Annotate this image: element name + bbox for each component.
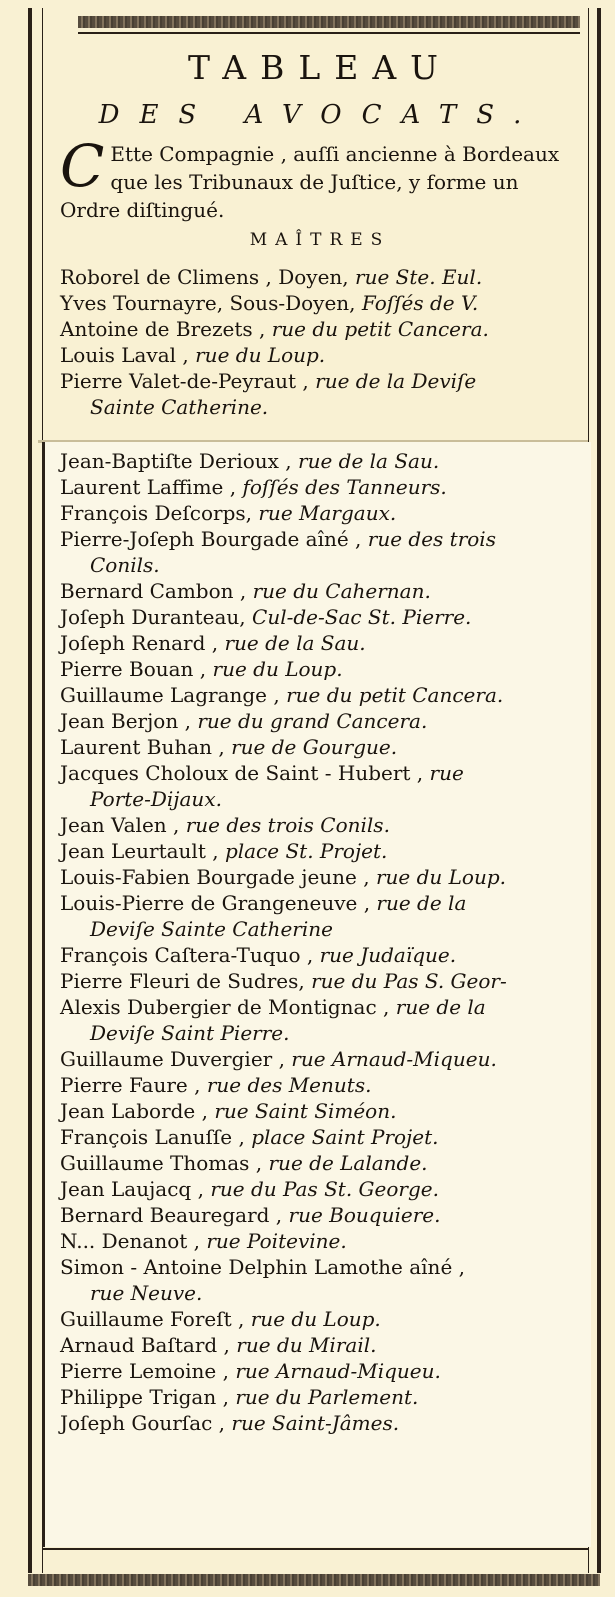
section-heading: MAÎTRES <box>249 230 391 250</box>
lawyer-address: rue Judaïque. <box>319 943 457 967</box>
lawyer-name: Roborel de Climens , Doyen, <box>60 265 349 289</box>
lawyer-entry <box>60 1176 580 1202</box>
lawyer-name: Pierre Lemoine , <box>60 1359 229 1383</box>
lawyer-name: Guillaume Duvergier , <box>60 1047 285 1071</box>
lawyer-address: rue du Mirail. <box>236 1333 377 1357</box>
lawyer-entry <box>60 760 580 812</box>
lawyer-name: Louis-Pierre de Grangeneuve , <box>60 891 371 915</box>
intro-paragraph <box>60 132 575 224</box>
lawyer-name: Jean Laujacq , <box>60 1177 204 1201</box>
lawyer-entry <box>60 1332 580 1358</box>
lawyer-name: Pierre Valet-de-Peyraut , <box>60 369 309 393</box>
lawyer-entry <box>60 604 580 630</box>
lawyer-entry <box>60 838 580 864</box>
lawyer-name: Jean Laborde , <box>60 1099 208 1123</box>
lawyer-entry <box>60 890 580 942</box>
lawyer-entry <box>60 1410 580 1436</box>
page-title: TABLEAU <box>188 48 452 87</box>
lawyer-address-continued: Conils. <box>90 553 160 577</box>
lawyer-entry <box>60 264 580 290</box>
page-subtitle: DES AVOCATS. <box>98 100 542 130</box>
lawyer-address: rue des trois Conils. <box>185 813 390 837</box>
lawyer-name: François Deſcorps, <box>60 501 253 525</box>
lawyer-address: rue Bouquiere. <box>288 1203 441 1227</box>
lawyer-address: rue des Menuts. <box>206 1073 372 1097</box>
lawyer-name: Pierre Faure , <box>60 1073 201 1097</box>
lawyer-address: rue Saint Siméon. <box>214 1099 397 1123</box>
lawyer-address: rue Ste. Eul. <box>355 265 483 289</box>
lawyer-address-continued: Deviſe Sainte Catherine <box>90 917 333 941</box>
lawyer-entry <box>60 1228 580 1254</box>
lawyer-address: rue du Cahernan. <box>252 579 431 603</box>
lawyer-entry <box>60 1046 580 1072</box>
lawyer-name: Jean Valen , <box>60 813 180 837</box>
lawyer-entry <box>60 1254 580 1306</box>
lawyer-address: rue de Lalande. <box>268 1151 428 1175</box>
lawyer-address: rue du Pas St. George. <box>210 1177 439 1201</box>
bottom-ornament-border <box>28 1574 600 1586</box>
left-frame-border <box>28 8 43 1573</box>
lawyer-address: Cul-de-Sac St. Pierre. <box>252 605 472 629</box>
lawyer-list-bottom <box>60 448 580 1436</box>
lawyer-name: Bernard Cambon , <box>60 579 247 603</box>
lawyer-address-continued: rue Neuve. <box>90 1281 203 1305</box>
lawyer-address: rue Poitevine. <box>206 1229 347 1253</box>
lawyer-name: Bernard Beauregard , <box>60 1203 283 1227</box>
lawyer-entry <box>60 1384 580 1410</box>
intro-text: Ette Compagnie , auſſi ancienne à Bordeaux que les Tribunaux de Juſtice, y forme un Ordre diſtingué. <box>60 142 560 222</box>
lawyer-name: Pierre Fleuri de Sudres, <box>60 969 305 993</box>
lawyer-name: Laurent Laffime , <box>60 475 237 499</box>
lawyer-address: rue du petit Cancera. <box>271 317 489 341</box>
lawyer-entry <box>60 708 580 734</box>
lawyer-entry <box>60 1098 580 1124</box>
lawyer-entry <box>60 812 580 838</box>
lawyer-address: rue Margaux. <box>258 501 397 525</box>
lawyer-entry <box>60 994 580 1046</box>
lawyer-address: foſſés des Tanneurs. <box>242 475 447 499</box>
lawyer-name: Alexis Dubergier de Montignac , <box>60 995 390 1019</box>
lawyer-name: Guillaume Thomas , <box>60 1151 263 1175</box>
lawyer-name: Jean Berjon , <box>60 709 191 733</box>
lawyer-entry <box>60 656 580 682</box>
lawyer-address: rue du Loup. <box>212 657 343 681</box>
lawyer-entry <box>60 474 580 500</box>
lawyer-name: N... Denanot , <box>60 1229 200 1253</box>
lawyer-name: Louis Laval , <box>60 343 189 367</box>
lawyer-name: Joſeph Duranteau, <box>60 605 246 629</box>
lawyer-entry <box>60 968 580 994</box>
lawyer-address-continued: Porte-Dijaux. <box>90 787 222 811</box>
lawyer-address: rue du Pas S. Geor- <box>311 969 507 993</box>
lawyer-address: rue de la Sau. <box>298 449 440 473</box>
lawyer-entry <box>60 1202 580 1228</box>
lawyer-entry <box>60 942 580 968</box>
lawyer-entry <box>60 734 580 760</box>
top-ornament-border <box>78 16 580 28</box>
lawyer-name: Guillaume Foreſt , <box>60 1307 245 1331</box>
lawyer-entry <box>60 1124 580 1150</box>
lawyer-address: rue du Loup. <box>195 343 326 367</box>
lawyer-entry <box>60 864 580 890</box>
lawyer-address-continued: Deviſe Saint Pierre. <box>90 1021 290 1045</box>
lawyer-address: rue du Parlement. <box>235 1385 419 1409</box>
lawyer-name: Jacques Choloux de Saint - Hubert , <box>60 761 424 785</box>
lawyer-address: rue de la <box>376 891 467 915</box>
lawyer-entry <box>60 1306 580 1332</box>
lawyer-address: place St. Projet. <box>224 839 388 863</box>
lawyer-name: François Caſtera-Tuquo , <box>60 943 314 967</box>
lawyer-name: Jean Leurtault , <box>60 839 219 863</box>
lawyer-entry <box>60 1358 580 1384</box>
lawyer-address: rue Arnaud-Miqueu. <box>235 1359 441 1383</box>
lawyer-entry <box>60 578 580 604</box>
lawyer-address-continued: Sainte Catherine. <box>90 395 269 419</box>
lawyer-entry <box>60 526 580 578</box>
lawyer-address: place Saint Projet. <box>251 1125 439 1149</box>
lawyer-name: Jean-Baptiſte Derioux , <box>60 449 292 473</box>
lawyer-list-top <box>60 264 580 420</box>
lawyer-name: Joſeph Renard , <box>60 631 219 655</box>
lawyer-entry <box>60 1150 580 1176</box>
lawyer-name: Pierre Bouan , <box>60 657 207 681</box>
lawyer-name: Simon - Antoine Delphin Lamothe aîné , <box>60 1255 465 1279</box>
lawyer-entry <box>60 290 580 316</box>
lawyer-entry <box>60 448 580 474</box>
lawyer-entry <box>60 500 580 526</box>
lawyer-address: rue de la <box>395 995 486 1019</box>
lawyer-entry <box>60 1072 580 1098</box>
lawyer-address: rue des trois <box>367 527 496 551</box>
lawyer-address: rue de la Sau. <box>224 631 366 655</box>
lawyer-name: Arnaud Baſtard , <box>60 1333 230 1357</box>
lawyer-address: rue du Loup. <box>250 1307 381 1331</box>
lawyer-name: Philippe Trigan , <box>60 1385 229 1409</box>
lawyer-name: Yves Tournayre, Sous-Doyen, <box>60 291 356 315</box>
top-rule <box>78 32 580 34</box>
lawyer-name: Pierre-Joſeph Bourgade aîné , <box>60 527 362 551</box>
lawyer-address: rue Arnaud-Miqueu. <box>291 1047 497 1071</box>
drop-cap: C <box>60 132 105 200</box>
lawyer-address: rue de Gourgue. <box>231 735 398 759</box>
lawyer-address: rue de la Deviſe <box>315 369 477 393</box>
lawyer-entry <box>60 368 580 420</box>
lawyer-address: rue Saint-Jâmes. <box>231 1411 400 1435</box>
lawyer-entry <box>60 630 580 656</box>
lawyer-entry <box>60 316 580 342</box>
lawyer-name: Antoine de Brezets , <box>60 317 266 341</box>
lawyer-address: rue du grand Cancera. <box>197 709 428 733</box>
bottom-rule <box>42 1548 588 1550</box>
lawyer-name: Guillaume Lagrange , <box>60 683 280 707</box>
lawyer-address: rue <box>429 761 464 785</box>
lawyer-address: rue du Loup. <box>375 865 506 889</box>
lawyer-name: Laurent Buhan , <box>60 735 225 759</box>
lawyer-name: Joſeph Gourſac , <box>60 1411 226 1435</box>
lawyer-name: Louis-Fabien Bourgade jeune , <box>60 865 370 889</box>
lawyer-address: rue du petit Cancera. <box>286 683 504 707</box>
lawyer-address: Foſſés de V. <box>361 291 479 315</box>
lawyer-name: François Lanuſſe , <box>60 1125 245 1149</box>
lawyer-entry <box>60 682 580 708</box>
lawyer-entry <box>60 342 580 368</box>
